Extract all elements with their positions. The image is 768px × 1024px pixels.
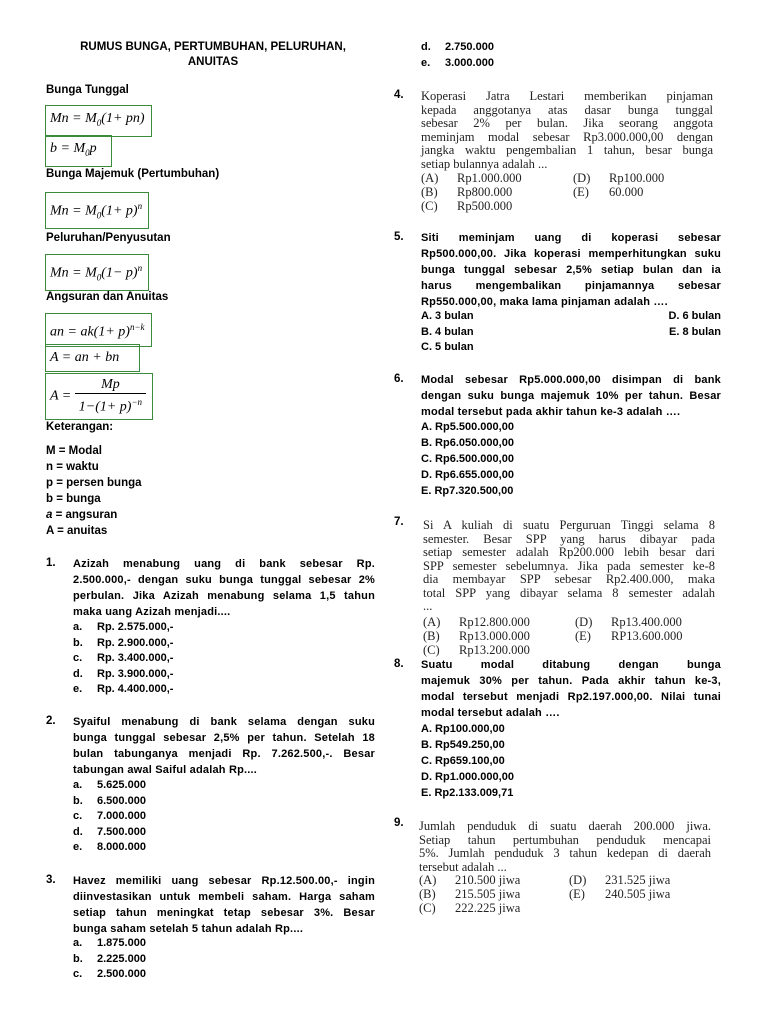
- q5-option-row-1: [421, 309, 721, 325]
- section-peluruhan: Peluruhan/Penyusutan: [46, 232, 171, 244]
- q9-options: [419, 873, 670, 915]
- q8-option-c[interactable]: C. Rp659.100,00: [421, 755, 505, 767]
- formula-anuitas: A = $\frac{Mp}{1-(1+ p)^{-n}}$: [45, 373, 153, 420]
- q1-option-c[interactable]: c. Rp. 3.400.000,-: [73, 652, 174, 664]
- q6-option-d[interactable]: D. Rp6.655.000,00: [421, 469, 514, 481]
- q1-option-a[interactable]: a. Rp. 2.575.000,-: [73, 621, 174, 633]
- q1-number: 1.: [46, 557, 56, 569]
- ket-angsuran: a = angsuran: [46, 509, 118, 521]
- q2-option-a[interactable]: a. 5.625.000: [73, 779, 146, 791]
- q2-number: 2.: [46, 715, 56, 727]
- q3-options-continued: [421, 40, 494, 71]
- section-bunga-majemuk: Bunga Majemuk (Pertumbuhan): [46, 168, 220, 180]
- q5-option-a[interactable]: A. 3 bulan: [421, 310, 474, 322]
- q3-option-c[interactable]: c. 2.500.000: [73, 968, 146, 980]
- q4-option-row-2[interactable]: (B) Rp800.000 (E) 60.000: [421, 185, 644, 199]
- q3-option-d[interactable]: d. 2.750.000: [421, 41, 494, 53]
- q6-option-e[interactable]: E. Rp7.320.500,00: [421, 485, 514, 497]
- q2-option-d[interactable]: d. 7.500.000: [73, 825, 146, 838]
- q8-option-b[interactable]: B. Rp549.250,00: [421, 739, 505, 751]
- q4-text: Koperasi Jatra Lestari memberikan pinjaman kepada anggotanya atas dasar bunga tunggal sebesar 2% per bulan. Jika seorang anggota meminjam modal sebesar Rp3.000.000,00 dengan jangka waktu pengembalian 1 tahun, besar bunga setiap bulannya adalah ...: [421, 89, 713, 171]
- ket-anuitas: A = anuitas: [46, 525, 108, 537]
- q3-number: 3.: [46, 874, 56, 886]
- q2-text: Syaiful menabung di bank selama dengan suku bunga tunggal sebesar 2,5% per tahun. Setelah 18 bulan tabunganya menjadi Rp. 7.262.500,-. Besar tabungan awal Saiful adalah Rp....: [73, 716, 375, 776]
- formula-anuitas-sum: A = an + bn: [45, 344, 140, 372]
- q3-options: [73, 936, 146, 983]
- ket-waktu: n = waktu: [46, 461, 99, 473]
- q3-option-b[interactable]: b. 2.225.000: [73, 952, 146, 965]
- formula-angsuran: an = $ak(1+ p)^{n-k}$: [45, 313, 152, 347]
- q2-option-b[interactable]: b. 6.500.000: [73, 794, 146, 807]
- q8-number: 8.: [394, 658, 404, 670]
- q1-text: Azizah menabung uang di bank sebesar Rp. 2.500.000,- dengan suku bunga tunggal sebesar 2% perbulan. Jika Azizah menabung selama 1,5 tahun maka uang Azizah menjadi....: [73, 558, 375, 618]
- q2-options: [73, 778, 146, 856]
- q8-option-a[interactable]: A. Rp100.000,00: [421, 723, 505, 735]
- q5-number: 5.: [394, 231, 404, 243]
- q9-text: Jumlah penduduk di suatu daerah 200.000 jiwa. Setiap tahun pertumbuhan penduduk mencapai 5%. Jumlah penduduk 3 tahun kedepan di daerah tersebut adalah ...: [419, 819, 711, 874]
- section-bunga-tunggal: Bunga Tunggal: [46, 84, 129, 96]
- q9-option-row-2[interactable]: (B) 215.505 jiwa (E) 240.505 jiwa: [419, 887, 671, 901]
- page-title: RUMUS BUNGA, PERTUMBUHAN, PELURUHAN, ANUITAS: [80, 41, 346, 68]
- keterangan-list: [46, 443, 142, 539]
- q3-option-e[interactable]: e. 3.000.000: [421, 56, 494, 69]
- ket-bunga: b = bunga: [46, 493, 101, 505]
- section-angsuran: Angsuran dan Anuitas: [46, 291, 169, 303]
- q2-option-e[interactable]: e. 8.000.000: [73, 841, 146, 853]
- ket-persen: p = persen bunga: [46, 477, 142, 489]
- q7-option-row-1[interactable]: (A) Rp12.800.000 (D) Rp13.400.000: [423, 615, 682, 629]
- q5-text: Siti meminjam uang di koperasi sebesar Rp500.000,00. Jika koperasi memperhitungkan suku bunga tunggal sebesar 2,5% setiap bulan dan ia harus mengembalikan pinjamannya sebesar Rp550.000,00, maka lama pinjaman adalah ….: [421, 232, 721, 308]
- q5-option-d[interactable]: D. 6 bulan: [668, 310, 721, 322]
- q6-option-c[interactable]: C. Rp6.500.000,00: [421, 453, 514, 465]
- q8-text: Suatu modal ditabung dengan bunga majemuk 30% per tahun. Pada akhir tahun ke-3, modal tersebut menjadi Rp2.197.000,00. Nilai tunai modal tersebut adalah ….: [421, 659, 721, 719]
- q1-option-e[interactable]: e. Rp. 4.400.000,-: [73, 683, 174, 695]
- q4-options: [421, 171, 664, 213]
- q6-number: 6.: [394, 373, 404, 385]
- keterangan-heading: Keterangan:: [46, 421, 114, 433]
- q7-option-row-3[interactable]: (C) Rp13.200.000: [423, 643, 530, 657]
- formula-bunga-tunggal-mn: $Mn = M_0(1+ pn)$: [45, 105, 152, 137]
- q5-option-e[interactable]: E. 8 bulan: [669, 325, 721, 338]
- q9-option-row-3[interactable]: (C) 222.225 jiwa: [419, 901, 521, 915]
- q5-option-row-2: [421, 325, 721, 341]
- q5-option-b[interactable]: B. 4 bulan: [421, 325, 474, 338]
- q8-option-d[interactable]: D. Rp1.000.000,00: [421, 771, 514, 783]
- q7-option-row-2[interactable]: (B) Rp13.000.000 (E) RP13.600.000: [423, 629, 683, 643]
- q6-text: Modal sebesar Rp5.000.000,00 disimpan di bank dengan suku bunga majemuk 10% per tahun. Besar modal tersebut pada akhir tahun ke-3 adalah ….: [421, 374, 721, 418]
- ket-modal: M = Modal: [46, 445, 102, 457]
- q8-option-e[interactable]: E. Rp2.133.009,71: [421, 787, 514, 799]
- q4-option-row-1[interactable]: (A) Rp1.000.000 (D) Rp100.000: [421, 171, 665, 185]
- q9-number: 9.: [394, 817, 404, 829]
- q3-option-a[interactable]: a. 1.875.000: [73, 937, 146, 949]
- q4-number: 4.: [394, 89, 404, 101]
- q6-option-b[interactable]: B. Rp6.050.000,00: [421, 437, 514, 449]
- q6-option-a[interactable]: A. Rp5.500.000,00: [421, 421, 514, 433]
- q7-text: Si A kuliah di suatu Perguruan Tinggi selama 8 semester. Besar SPP yang harus dibayar pada setiap semester adalah Rp200.000 lebih besar dari SPP semester sebelumnya. Jika pada semester ke-8 dia membayar SPP sebesar Rp2.400.000, maka total SPP yang dibayar selama 8 semester adalah ...: [423, 518, 715, 613]
- q5-options: [421, 309, 721, 356]
- formula-peluruhan: $Mn = M_0(1- p)^n$: [45, 254, 149, 291]
- formula-bunga-tunggal-b: $b = M_0p$: [45, 135, 112, 167]
- q7-number: 7.: [394, 516, 404, 528]
- q1-options: [73, 620, 173, 698]
- q3-text: Havez memiliki uang sebesar Rp.12.500.00,- ingin diinvestasikan untuk membeli saham. Harga saham setiap tahun meningkat tetap sebesar 3%. Besar bunga saham setelah 5 tahun adalah Rp....: [73, 875, 375, 935]
- q5-option-c[interactable]: C. 5 bulan: [421, 341, 474, 353]
- q9-option-row-1[interactable]: (A) 210.500 jiwa (D) 231.525 jiwa: [419, 873, 671, 887]
- q1-option-b[interactable]: b. Rp. 2.900.000,-: [73, 636, 174, 649]
- q8-options: [421, 721, 514, 801]
- formula-bunga-majemuk: $Mn = M_0(1+ p)^n$: [45, 192, 149, 229]
- q1-option-d[interactable]: d. Rp. 3.900.000,-: [73, 667, 174, 680]
- q7-options: [423, 615, 683, 657]
- q6-options: [421, 419, 514, 499]
- q4-option-row-3[interactable]: (C) Rp500.000: [421, 199, 513, 213]
- q2-option-c[interactable]: c. 7.000.000: [73, 810, 146, 822]
